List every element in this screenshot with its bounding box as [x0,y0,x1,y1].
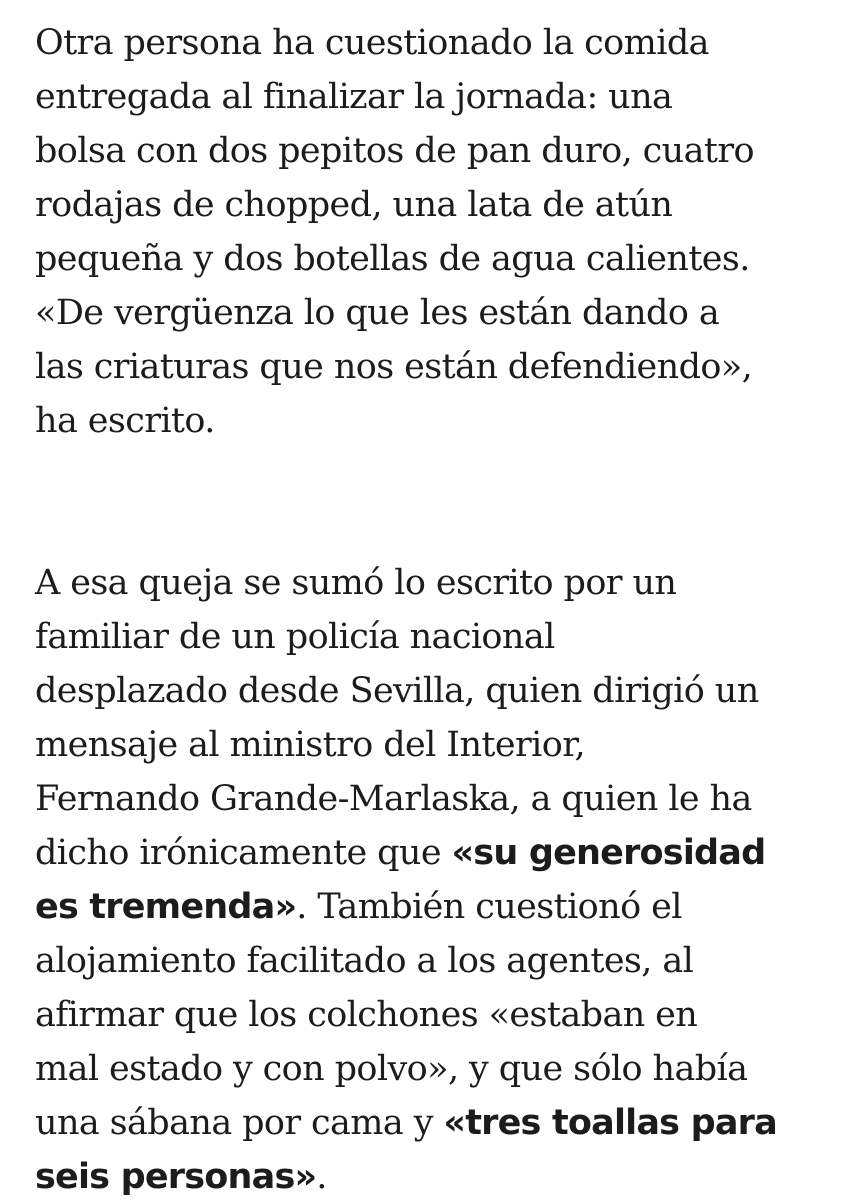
paragraph-text-part-3: . [316,1157,327,1197]
quote-towels: «tres toallas para seis personas» [35,1103,777,1197]
paragraph-police-family-complaint [35,556,835,1204]
paragraph-food-complaint: Otra persona ha cuestionado la comida entregada al finalizar la jornada: una bolsa con dos pepitos de pan duro, cuatro rodajas de chopped, una lata de atún pequeña y dos botellas de agua calientes. «De vergüenza lo que les están dando a las criaturas que nos están defendiendo», ha escrito. [35,23,754,441]
paragraph-text-part-1: A esa queja se sumó lo escrito por un familiar de un policía nacional desplazado desde Sevilla, quien dirigió un mensaje al ministro del Interior, Fernando Grande-Marlaska, a quien le ha dicho irónicamente que [35,563,759,873]
paragraph-text-part-2: . También cuestionó el alojamiento facilitado a los agentes, al afirmar que los colchones «estaban en mal estado y con polvo», y que sólo había una sábana por cama y [35,887,748,1143]
article-body [35,16,835,1204]
quote-generosity: «su generosidad es tremenda» [35,833,766,927]
